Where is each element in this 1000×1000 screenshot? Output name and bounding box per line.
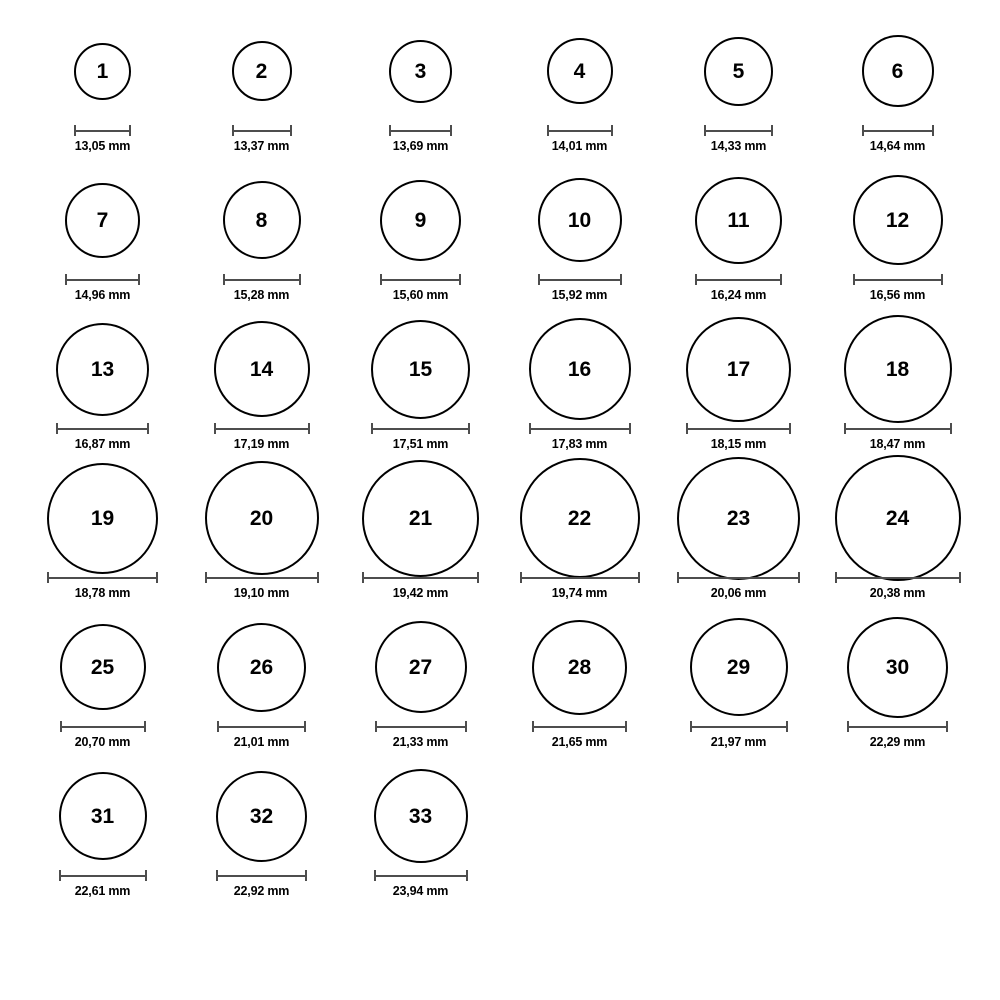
ring-circle-wrap	[538, 167, 622, 273]
ruler-tick-right	[138, 274, 140, 285]
ruler-tick-left	[844, 423, 846, 434]
diameter-label: 17,83 mm	[551, 437, 608, 451]
diameter-ruler	[677, 572, 800, 583]
diameter-ruler	[389, 125, 452, 136]
ruler-tick-right	[459, 274, 461, 285]
diameter-label: 13,05 mm	[74, 139, 131, 153]
ruler-bar	[56, 428, 149, 430]
ring-circle	[835, 455, 961, 581]
ruler-tick-left	[862, 125, 864, 136]
ring-size-cell	[502, 465, 658, 614]
ruler-tick-right	[638, 572, 640, 583]
diameter-label: 20,06 mm	[710, 586, 767, 600]
ring-size-number: 19	[90, 506, 115, 530]
diameter-ruler	[532, 721, 627, 732]
ruler-tick-right	[477, 572, 479, 583]
ruler-bar	[216, 875, 307, 877]
diameter-label: 19,74 mm	[551, 586, 608, 600]
ruler-tick-left	[686, 423, 688, 434]
ring-circle-wrap	[389, 18, 452, 124]
ring-size-number: 31	[90, 804, 115, 828]
diameter-ruler	[704, 125, 773, 136]
ring-size-cell	[343, 614, 499, 763]
ruler-tick-left	[217, 721, 219, 732]
diameter-label: 16,87 mm	[74, 437, 131, 451]
ruler-tick-right	[798, 572, 800, 583]
ruler-bar	[529, 428, 631, 430]
diameter-label: 13,69 mm	[392, 139, 449, 153]
ruler-bar	[532, 726, 627, 728]
ring-circle-wrap	[374, 763, 468, 869]
ring-size-cell	[502, 18, 658, 167]
ring-circle	[216, 771, 307, 862]
diameter-label: 21,65 mm	[551, 735, 608, 749]
diameter-ruler	[65, 274, 140, 285]
ring-size-number: 14	[249, 357, 274, 381]
ring-circle	[529, 318, 631, 420]
ring-size-number: 29	[726, 655, 751, 679]
ruler-bar	[389, 130, 452, 132]
diameter-ruler	[205, 572, 319, 583]
ruler-tick-left	[65, 274, 67, 285]
ruler-bar	[853, 279, 943, 281]
ruler-tick-left	[677, 572, 679, 583]
ruler-tick-left	[216, 870, 218, 881]
ring-circle	[538, 178, 622, 262]
ring-circle	[59, 772, 147, 860]
ring-circle	[232, 41, 292, 101]
ruler-tick-right	[611, 125, 613, 136]
ring-size-number: 13	[90, 357, 115, 381]
ring-size-number: 6	[891, 59, 904, 83]
ring-circle-wrap	[835, 465, 961, 571]
ruler-tick-right	[789, 423, 791, 434]
ring-size-number: 15	[408, 357, 433, 381]
diameter-label: 14,01 mm	[551, 139, 608, 153]
ring-size-number: 26	[249, 655, 274, 679]
ring-circle-wrap	[375, 614, 467, 720]
diameter-ruler	[60, 721, 146, 732]
diameter-label: 16,24 mm	[710, 288, 767, 302]
diameter-label: 14,64 mm	[869, 139, 926, 153]
ring-circle-wrap	[362, 465, 479, 571]
ruler-bar	[677, 577, 800, 579]
ring-circle-wrap	[686, 316, 791, 422]
ruler-tick-left	[74, 125, 76, 136]
ruler-bar	[835, 577, 961, 579]
ruler-tick-right	[308, 423, 310, 434]
ring-size-number: 1	[96, 59, 109, 83]
ring-size-number: 7	[96, 208, 109, 232]
ring-circle-wrap	[56, 316, 149, 422]
ruler-tick-right	[932, 125, 934, 136]
ring-size-number: 32	[249, 804, 274, 828]
diameter-ruler	[835, 572, 961, 583]
diameter-label: 22,61 mm	[74, 884, 131, 898]
ruler-bar	[547, 130, 613, 132]
ruler-tick-left	[690, 721, 692, 732]
ring-circle-wrap	[65, 167, 140, 273]
diameter-ruler	[538, 274, 622, 285]
diameter-ruler	[690, 721, 788, 732]
diameter-label: 20,70 mm	[74, 735, 131, 749]
ruler-bar	[520, 577, 640, 579]
diameter-label: 17,19 mm	[233, 437, 290, 451]
ring-size-number: 20	[249, 506, 274, 530]
ring-circle	[844, 315, 952, 423]
diameter-ruler	[223, 274, 301, 285]
ruler-bar	[844, 428, 952, 430]
ring-size-cell	[820, 465, 976, 614]
ruler-bar	[362, 577, 479, 579]
ring-size-number: 8	[255, 208, 268, 232]
ring-circle	[60, 624, 146, 710]
diameter-ruler	[862, 125, 934, 136]
ring-size-cell	[661, 167, 817, 316]
ring-circle	[223, 181, 301, 259]
ruler-bar	[59, 875, 147, 877]
ruler-tick-right	[156, 572, 158, 583]
ruler-tick-left	[380, 274, 382, 285]
ring-circle	[65, 183, 140, 258]
ring-circle-wrap	[844, 316, 952, 422]
ring-circle-wrap	[862, 18, 934, 124]
ring-circle-wrap	[74, 18, 131, 124]
diameter-ruler	[853, 274, 943, 285]
ruler-tick-left	[371, 423, 373, 434]
diameter-ruler	[520, 572, 640, 583]
diameter-ruler	[74, 125, 131, 136]
diameter-ruler	[547, 125, 613, 136]
ruler-bar	[704, 130, 773, 132]
ring-size-grid	[0, 18, 1000, 912]
ring-size-cell	[661, 18, 817, 167]
ring-size-number: 18	[885, 357, 910, 381]
ring-size-cell	[661, 614, 817, 763]
diameter-ruler	[847, 721, 948, 732]
ring-size-cell	[184, 167, 340, 316]
diameter-label: 18,47 mm	[869, 437, 926, 451]
ruler-tick-right	[950, 423, 952, 434]
ruler-bar	[690, 726, 788, 728]
ring-circle	[847, 617, 948, 718]
ring-circle	[374, 769, 468, 863]
ruler-tick-right	[629, 423, 631, 434]
diameter-ruler	[371, 423, 470, 434]
ring-circle	[547, 38, 613, 104]
ruler-tick-left	[223, 274, 225, 285]
ring-size-cell	[184, 614, 340, 763]
ring-size-number: 27	[408, 655, 433, 679]
diameter-ruler	[217, 721, 306, 732]
ruler-tick-right	[465, 721, 467, 732]
ruler-bar	[862, 130, 934, 132]
diameter-label: 22,29 mm	[869, 735, 926, 749]
ring-size-number: 16	[567, 357, 592, 381]
ring-circle	[205, 461, 319, 575]
diameter-label: 19,42 mm	[392, 586, 449, 600]
ruler-bar	[60, 726, 146, 728]
ring-size-cell	[343, 316, 499, 465]
ring-size-number: 17	[726, 357, 751, 381]
diameter-ruler	[529, 423, 631, 434]
ring-size-cell	[820, 614, 976, 763]
ruler-tick-right	[299, 274, 301, 285]
ruler-tick-left	[214, 423, 216, 434]
ruler-tick-right	[620, 274, 622, 285]
ring-size-cell	[25, 763, 181, 912]
ring-size-cell	[343, 465, 499, 614]
ring-size-cell	[502, 614, 658, 763]
ring-circle	[704, 37, 773, 106]
diameter-label: 17,51 mm	[392, 437, 449, 451]
diameter-ruler	[686, 423, 791, 434]
diameter-label: 14,96 mm	[74, 288, 131, 302]
ring-size-number: 23	[726, 506, 751, 530]
ruler-tick-left	[47, 572, 49, 583]
ring-circle-wrap	[853, 167, 943, 273]
ruler-tick-right	[305, 870, 307, 881]
ring-circle	[695, 177, 782, 264]
ruler-tick-right	[290, 125, 292, 136]
diameter-label: 15,60 mm	[392, 288, 449, 302]
ring-circle	[389, 40, 452, 103]
ring-circle	[74, 43, 131, 100]
diameter-ruler	[47, 572, 158, 583]
diameter-label: 14,33 mm	[710, 139, 767, 153]
ruler-bar	[375, 726, 467, 728]
ruler-tick-right	[450, 125, 452, 136]
ruler-tick-right	[959, 572, 961, 583]
ruler-bar	[232, 130, 292, 132]
ring-size-number: 22	[567, 506, 592, 530]
ring-size-cell	[184, 465, 340, 614]
ring-size-cell	[343, 167, 499, 316]
ring-circle-wrap	[59, 763, 147, 869]
ruler-tick-right	[786, 721, 788, 732]
diameter-ruler	[232, 125, 292, 136]
ring-circle-wrap	[60, 614, 146, 720]
diameter-ruler	[844, 423, 952, 434]
ring-circle-wrap	[217, 614, 306, 720]
ring-circle-wrap	[380, 167, 461, 273]
ruler-tick-right	[780, 274, 782, 285]
ring-circle-wrap	[205, 465, 319, 571]
diameter-label: 20,38 mm	[869, 586, 926, 600]
ruler-bar	[214, 428, 310, 430]
ruler-tick-left	[205, 572, 207, 583]
ruler-tick-right	[317, 572, 319, 583]
ring-size-number: 10	[567, 208, 592, 232]
ring-circle	[853, 175, 943, 265]
ring-size-cell	[820, 18, 976, 167]
diameter-label: 18,78 mm	[74, 586, 131, 600]
diameter-label: 16,56 mm	[869, 288, 926, 302]
diameter-label: 18,15 mm	[710, 437, 767, 451]
ruler-tick-right	[468, 423, 470, 434]
ring-size-cell	[184, 316, 340, 465]
ring-size-number: 25	[90, 655, 115, 679]
ring-size-number: 12	[885, 208, 910, 232]
ring-size-number: 3	[414, 59, 427, 83]
ruler-tick-left	[547, 125, 549, 136]
ruler-tick-left	[847, 721, 849, 732]
ring-circle	[520, 458, 640, 578]
ruler-tick-left	[538, 274, 540, 285]
diameter-ruler	[380, 274, 461, 285]
ruler-bar	[538, 279, 622, 281]
diameter-ruler	[375, 721, 467, 732]
ruler-bar	[695, 279, 782, 281]
ring-circle-wrap	[529, 316, 631, 422]
ruler-bar	[74, 130, 131, 132]
diameter-ruler	[214, 423, 310, 434]
ring-circle	[686, 317, 791, 422]
ring-circle	[362, 460, 479, 577]
ring-size-cell	[184, 18, 340, 167]
ring-circle-wrap	[695, 167, 782, 273]
ruler-bar	[380, 279, 461, 281]
ruler-tick-right	[147, 423, 149, 434]
ring-size-cell	[25, 167, 181, 316]
ruler-tick-left	[695, 274, 697, 285]
ruler-tick-left	[853, 274, 855, 285]
ring-size-cell	[184, 763, 340, 912]
diameter-label: 21,97 mm	[710, 735, 767, 749]
ring-size-cell	[25, 465, 181, 614]
ruler-bar	[217, 726, 306, 728]
ruler-tick-left	[59, 870, 61, 881]
ring-size-number: 28	[567, 655, 592, 679]
ring-circle	[56, 323, 149, 416]
diameter-label: 15,92 mm	[551, 288, 608, 302]
ring-circle-wrap	[232, 18, 292, 124]
ruler-bar	[374, 875, 468, 877]
ruler-tick-right	[144, 721, 146, 732]
ring-circle-wrap	[704, 18, 773, 124]
ruler-tick-left	[529, 423, 531, 434]
diameter-label: 21,33 mm	[392, 735, 449, 749]
ruler-tick-left	[56, 423, 58, 434]
ring-size-number: 9	[414, 208, 427, 232]
ruler-tick-right	[466, 870, 468, 881]
diameter-ruler	[59, 870, 147, 881]
ring-circle-wrap	[677, 465, 800, 571]
ring-size-number: 5	[732, 59, 745, 83]
diameter-label: 23,94 mm	[392, 884, 449, 898]
ring-circle	[862, 35, 934, 107]
ruler-tick-left	[520, 572, 522, 583]
diameter-ruler	[695, 274, 782, 285]
ring-size-number: 33	[408, 804, 433, 828]
ring-size-cell	[343, 763, 499, 912]
diameter-ruler	[362, 572, 479, 583]
ruler-tick-right	[145, 870, 147, 881]
ring-circle	[532, 620, 627, 715]
ring-size-cell	[661, 465, 817, 614]
ruler-tick-left	[389, 125, 391, 136]
ring-size-cell	[661, 316, 817, 465]
diameter-ruler	[374, 870, 468, 881]
diameter-label: 13,37 mm	[233, 139, 290, 153]
ring-circle	[375, 621, 467, 713]
ring-size-cell	[25, 18, 181, 167]
ruler-tick-left	[232, 125, 234, 136]
ruler-tick-left	[375, 721, 377, 732]
ring-size-cell	[343, 18, 499, 167]
ruler-tick-right	[771, 125, 773, 136]
diameter-label: 22,92 mm	[233, 884, 290, 898]
ring-size-number: 24	[885, 506, 910, 530]
ring-circle-wrap	[532, 614, 627, 720]
ruler-bar	[686, 428, 791, 430]
ruler-tick-left	[704, 125, 706, 136]
ring-circle-wrap	[223, 167, 301, 273]
ring-circle	[371, 320, 470, 419]
diameter-ruler	[216, 870, 307, 881]
ruler-tick-right	[304, 721, 306, 732]
ruler-tick-right	[129, 125, 131, 136]
ring-size-cell	[820, 167, 976, 316]
ruler-bar	[847, 726, 948, 728]
ring-circle	[677, 457, 800, 580]
ring-size-cell	[502, 316, 658, 465]
diameter-label: 15,28 mm	[233, 288, 290, 302]
ring-circle-wrap	[216, 763, 307, 869]
ruler-tick-left	[374, 870, 376, 881]
ring-circle-wrap	[214, 316, 310, 422]
ring-circle-wrap	[47, 465, 158, 571]
ruler-tick-left	[60, 721, 62, 732]
ruler-tick-right	[941, 274, 943, 285]
ring-size-number: 11	[727, 208, 750, 232]
ruler-bar	[47, 577, 158, 579]
ring-circle	[217, 623, 306, 712]
diameter-label: 19,10 mm	[233, 586, 290, 600]
ring-size-cell	[25, 614, 181, 763]
ring-size-number: 30	[885, 655, 910, 679]
ring-circle-wrap	[690, 614, 788, 720]
ruler-tick-left	[362, 572, 364, 583]
ring-circle	[380, 180, 461, 261]
ring-circle-wrap	[847, 614, 948, 720]
ring-circle-wrap	[547, 18, 613, 124]
ruler-tick-left	[532, 721, 534, 732]
ring-circle	[47, 463, 158, 574]
ruler-tick-left	[835, 572, 837, 583]
ring-size-number: 2	[255, 59, 268, 83]
ring-circle	[214, 321, 310, 417]
ring-size-cell	[25, 316, 181, 465]
ring-size-cell	[502, 167, 658, 316]
ring-circle-wrap	[371, 316, 470, 422]
ruler-bar	[223, 279, 301, 281]
ruler-bar	[371, 428, 470, 430]
ring-size-number: 21	[408, 506, 433, 530]
ruler-bar	[65, 279, 140, 281]
ring-size-cell	[820, 316, 976, 465]
ruler-tick-right	[625, 721, 627, 732]
ring-circle-wrap	[520, 465, 640, 571]
diameter-ruler	[56, 423, 149, 434]
ring-circle	[690, 618, 788, 716]
diameter-label: 21,01 mm	[233, 735, 290, 749]
ruler-bar	[205, 577, 319, 579]
ruler-tick-right	[946, 721, 948, 732]
ring-size-number: 4	[573, 59, 586, 83]
